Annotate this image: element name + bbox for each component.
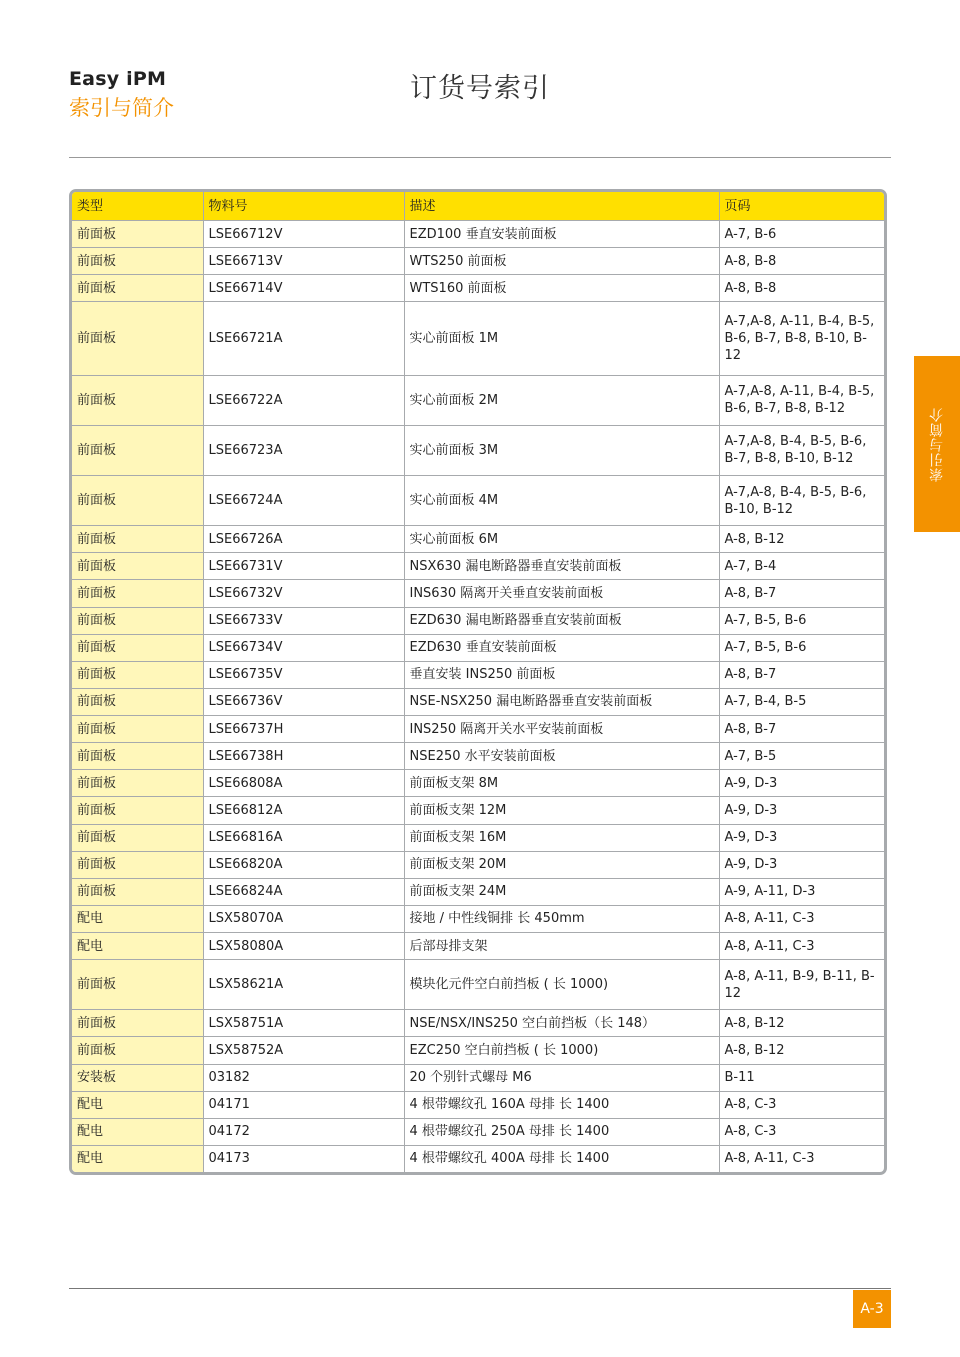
description-cell: WTS160 前面板	[404, 275, 719, 302]
code-cell: LSX58070A	[203, 905, 404, 932]
type-cell: 前面板	[72, 824, 203, 851]
page-cell: B-11	[719, 1064, 884, 1091]
type-cell: 前面板	[72, 221, 203, 248]
page-cell: A-7, B-4	[719, 553, 884, 580]
type-cell: 前面板	[72, 770, 203, 797]
page-cell: A-8, B-8	[719, 248, 884, 275]
type-cell: 前面板	[72, 375, 203, 425]
table-row	[72, 851, 884, 878]
code-cell: 04171	[203, 1091, 404, 1118]
description-cell: 实心前面板 3M	[404, 425, 719, 475]
description-cell: EZC250 空白前挡板 ( 长 1000)	[404, 1037, 719, 1064]
description-cell: 前面板支架 8M	[404, 770, 719, 797]
code-cell: LSE66713V	[203, 248, 404, 275]
type-cell: 前面板	[72, 475, 203, 525]
brand-subtitle: 索引与简介	[69, 96, 174, 120]
code-cell: LSX58080A	[203, 933, 404, 960]
description-cell: 4 根带螺纹孔 400A 母排 长 1400	[404, 1145, 719, 1172]
code-cell: LSE66733V	[203, 607, 404, 634]
order-index-table	[72, 192, 884, 1172]
code-cell: LSE66712V	[203, 221, 404, 248]
description-cell: 实心前面板 2M	[404, 375, 719, 425]
description-cell: NSE250 水平安装前面板	[404, 743, 719, 770]
page-cell: A-8, B-7	[719, 716, 884, 743]
page-cell: A-8, C-3	[719, 1118, 884, 1145]
description-cell: 接地 / 中性线铜排 长 450mm	[404, 905, 719, 932]
code-cell: LSE66726A	[203, 526, 404, 553]
type-cell: 前面板	[72, 425, 203, 475]
type-cell: 前面板	[72, 553, 203, 580]
code-cell: LSE66824A	[203, 878, 404, 905]
table-row	[72, 1064, 884, 1091]
page-cell: A-8, B-7	[719, 580, 884, 607]
table-row	[72, 1145, 884, 1172]
description-cell: EZD630 垂直安装前面板	[404, 634, 719, 661]
type-cell: 前面板	[72, 607, 203, 634]
brand-name: Easy iPM	[69, 68, 167, 90]
section-side-tab	[914, 356, 960, 532]
table-row	[72, 580, 884, 607]
description-cell: 后部母排支架	[404, 933, 719, 960]
description-cell: EZD630 漏电断路器垂直安装前面板	[404, 607, 719, 634]
page-cell: A-9, D-3	[719, 824, 884, 851]
page-cell: A-9, D-3	[719, 851, 884, 878]
description-cell: 垂直安装 INS250 前面板	[404, 661, 719, 688]
description-cell: WTS250 前面板	[404, 248, 719, 275]
type-cell: 配电	[72, 1118, 203, 1145]
description-cell: 模块化元件空白前挡板 ( 长 1000)	[404, 960, 719, 1010]
code-cell: 03182	[203, 1064, 404, 1091]
page-cell: A-7, B-5	[719, 743, 884, 770]
page-cell: A-7,A-8, B-4, B-5, B-6, B-10, B-12	[719, 475, 884, 525]
page-cell: A-8, B-12	[719, 526, 884, 553]
page-number: A-3	[860, 1301, 884, 1317]
description-cell: NSX630 漏电断路器垂直安装前面板	[404, 553, 719, 580]
page-cell: A-7,A-8, B-4, B-5, B-6, B-7, B-8, B-10, B-12	[719, 425, 884, 475]
code-cell: LSE66808A	[203, 770, 404, 797]
code-cell: LSE66714V	[203, 275, 404, 302]
table-row	[72, 743, 884, 770]
table-header-row	[72, 192, 884, 221]
type-cell: 前面板	[72, 743, 203, 770]
type-cell: 前面板	[72, 248, 203, 275]
description-cell: 20 个别针式螺母 M6	[404, 1064, 719, 1091]
page-cell: A-7, B-6	[719, 221, 884, 248]
code-cell: LSE66812A	[203, 797, 404, 824]
page-cell: A-7,A-8, A-11, B-4, B-5, B-6, B-7, B-8, B-12	[719, 375, 884, 425]
code-cell: LSE66731V	[203, 553, 404, 580]
description-cell: 实心前面板 4M	[404, 475, 719, 525]
table-row	[72, 824, 884, 851]
description-cell: INS630 隔离开关垂直安装前面板	[404, 580, 719, 607]
type-cell: 前面板	[72, 878, 203, 905]
table-row	[72, 248, 884, 275]
code-cell: LSE66734V	[203, 634, 404, 661]
table-row	[72, 797, 884, 824]
page-cell: A-7,A-8, A-11, B-4, B-5, B-6, B-7, B-8, B-10, B-12	[719, 302, 884, 375]
code-cell: LSE66722A	[203, 375, 404, 425]
page-title: 订货号索引	[410, 73, 550, 104]
footer-divider	[69, 1288, 891, 1289]
page-cell: A-9, A-11, D-3	[719, 878, 884, 905]
code-cell: LSX58621A	[203, 960, 404, 1010]
page-cell: A-8, A-11, B-9, B-11, B-12	[719, 960, 884, 1010]
table-row	[72, 1010, 884, 1037]
table-row	[72, 302, 884, 375]
code-cell: LSE66721A	[203, 302, 404, 375]
page-cell: A-7, B-5, B-6	[719, 607, 884, 634]
description-cell: 前面板支架 16M	[404, 824, 719, 851]
type-cell: 配电	[72, 1145, 203, 1172]
type-cell: 前面板	[72, 526, 203, 553]
page-cell: A-8, B-7	[719, 661, 884, 688]
description-cell: 实心前面板 6M	[404, 526, 719, 553]
type-cell: 前面板	[72, 797, 203, 824]
type-cell: 前面板	[72, 580, 203, 607]
code-cell: LSE66820A	[203, 851, 404, 878]
column-header-description: 描述	[404, 192, 719, 221]
page-cell: A-8, B-8	[719, 275, 884, 302]
code-cell: LSE66723A	[203, 425, 404, 475]
page-cell: A-8, B-12	[719, 1010, 884, 1037]
page-cell: A-8, A-11, C-3	[719, 933, 884, 960]
page-cell: A-8, A-11, C-3	[719, 1145, 884, 1172]
table-row	[72, 1118, 884, 1145]
table-row	[72, 878, 884, 905]
column-header-page: 页码	[719, 192, 884, 221]
table-row	[72, 634, 884, 661]
column-header-type: 类型	[72, 192, 203, 221]
type-cell: 前面板	[72, 851, 203, 878]
type-cell: 前面板	[72, 661, 203, 688]
table-row	[72, 375, 884, 425]
table-row	[72, 553, 884, 580]
code-cell: LSE66737H	[203, 716, 404, 743]
page-cell: A-8, C-3	[719, 1091, 884, 1118]
page-cell: A-8, B-12	[719, 1037, 884, 1064]
table-row	[72, 275, 884, 302]
table-row	[72, 1091, 884, 1118]
table-row	[72, 475, 884, 525]
description-cell: 4 根带螺纹孔 250A 母排 长 1400	[404, 1118, 719, 1145]
type-cell: 前面板	[72, 275, 203, 302]
code-cell: LSX58751A	[203, 1010, 404, 1037]
code-cell: LSE66738H	[203, 743, 404, 770]
table-row	[72, 960, 884, 1010]
page-cell: A-9, D-3	[719, 770, 884, 797]
code-cell: LSE66724A	[203, 475, 404, 525]
type-cell: 配电	[72, 933, 203, 960]
type-cell: 前面板	[72, 960, 203, 1010]
table-row	[72, 905, 884, 932]
table-row	[72, 221, 884, 248]
page-cell: A-7, B-5, B-6	[719, 634, 884, 661]
page-cell: A-7, B-4, B-5	[719, 688, 884, 715]
description-cell: NSE/NSX/INS250 空白前挡板（长 148）	[404, 1010, 719, 1037]
description-cell: 前面板支架 20M	[404, 851, 719, 878]
table-row	[72, 933, 884, 960]
description-cell: INS250 隔离开关水平安装前面板	[404, 716, 719, 743]
column-header-code: 物料号	[203, 192, 404, 221]
type-cell: 前面板	[72, 716, 203, 743]
type-cell: 配电	[72, 905, 203, 932]
description-cell: EZD100 垂直安装前面板	[404, 221, 719, 248]
type-cell: 前面板	[72, 1037, 203, 1064]
header-divider	[69, 157, 891, 158]
code-cell: LSE66732V	[203, 580, 404, 607]
type-cell: 配电	[72, 1091, 203, 1118]
order-index-table-frame	[69, 189, 887, 1175]
description-cell: 前面板支架 12M	[404, 797, 719, 824]
side-tab-label: 索引与简介	[929, 406, 945, 482]
code-cell: LSE66735V	[203, 661, 404, 688]
code-cell: LSX58752A	[203, 1037, 404, 1064]
type-cell: 前面板	[72, 634, 203, 661]
table-row	[72, 425, 884, 475]
code-cell: 04173	[203, 1145, 404, 1172]
type-cell: 前面板	[72, 688, 203, 715]
type-cell: 前面板	[72, 302, 203, 375]
page-number-badge	[853, 1290, 891, 1328]
code-cell: LSE66816A	[203, 824, 404, 851]
table-row	[72, 716, 884, 743]
description-cell: 实心前面板 1M	[404, 302, 719, 375]
table-row	[72, 661, 884, 688]
table-row	[72, 1037, 884, 1064]
page-cell: A-9, D-3	[719, 797, 884, 824]
description-cell: 4 根带螺纹孔 160A 母排 长 1400	[404, 1091, 719, 1118]
type-cell: 安装板	[72, 1064, 203, 1091]
code-cell: LSE66736V	[203, 688, 404, 715]
type-cell: 前面板	[72, 1010, 203, 1037]
table-row	[72, 688, 884, 715]
table-row	[72, 607, 884, 634]
table-body	[72, 221, 884, 1173]
page-cell: A-8, A-11, C-3	[719, 905, 884, 932]
description-cell: 前面板支架 24M	[404, 878, 719, 905]
description-cell: NSE-NSX250 漏电断路器垂直安装前面板	[404, 688, 719, 715]
table-row	[72, 770, 884, 797]
code-cell: 04172	[203, 1118, 404, 1145]
table-row	[72, 526, 884, 553]
